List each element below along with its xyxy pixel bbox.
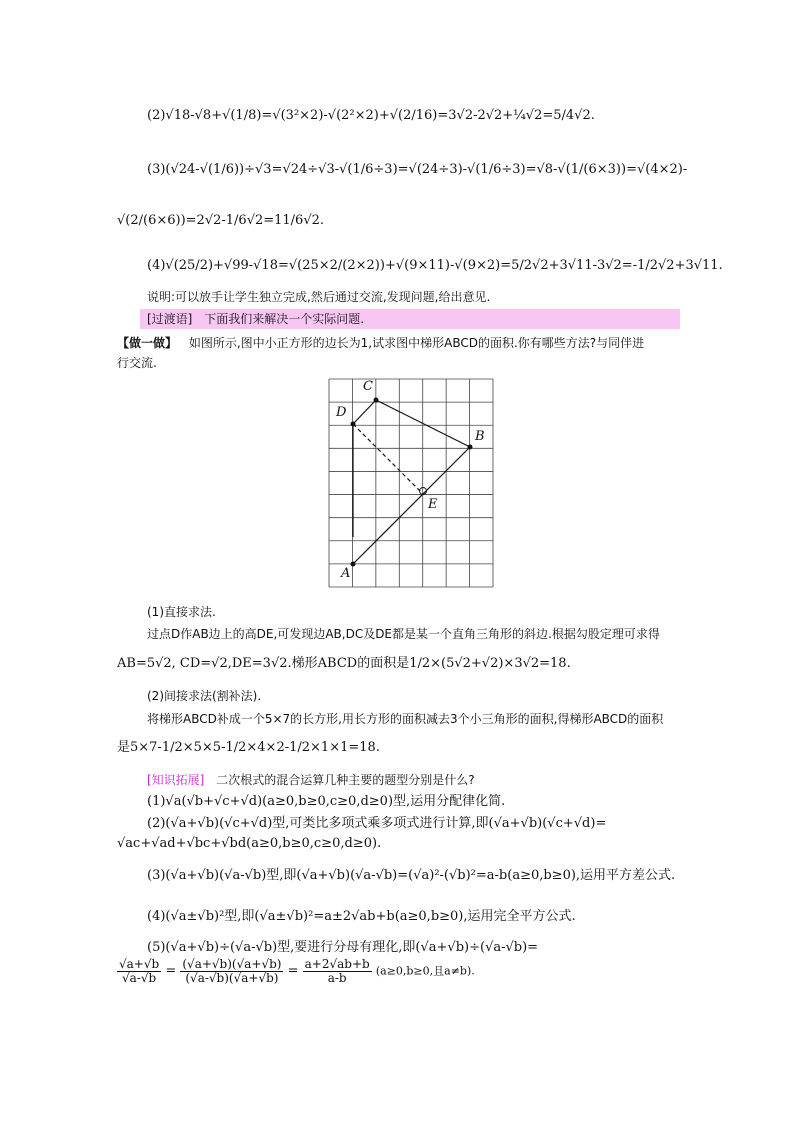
trapezoid-grid-figure	[327, 377, 495, 589]
fraction-lhs-denominator: √a-√b	[122, 971, 157, 985]
label-a: A	[341, 566, 351, 581]
transition-tag: [过渡语]	[147, 312, 193, 326]
fraction-rhs-denominator: a-b	[327, 971, 347, 985]
try-row	[117, 335, 644, 351]
calc-line-3-cont: √(2/(6×6))=2√2-1/6√2=11/6√2.	[117, 213, 325, 228]
point-d	[351, 422, 356, 427]
fraction-rhs	[303, 958, 372, 985]
method-1-result: AB=5√2, CD=√2,DE=3√2.梯形ABCD的面积是1/2×(5√2+√2)×3√2=18.	[117, 656, 571, 671]
fraction-rhs-numerator: a+2√ab+b	[304, 957, 370, 971]
extension-item-2a: (2)(√a+√b)(√c+√d)型,可类比多项式乘多项式进行计算,即(√a+√b)(√c+√d)=	[147, 816, 607, 831]
transition-text: 下面我们来解决一个实际问题.	[204, 312, 365, 326]
point-a	[351, 562, 356, 567]
grid-svg	[327, 377, 495, 589]
try-tag: 【做一做】	[117, 336, 178, 350]
method-2-result: 是5×7-1/2×5×5-1/2×4×2-1/2×1×1=18.	[117, 740, 380, 755]
method-1-text: 过点D作AB边上的高DE,可发现边AB,DC及DE都是某一个直角三角形的斜边.根据勾股定理可求得	[147, 627, 660, 641]
label-d: D	[336, 405, 347, 420]
fraction-lhs-numerator: √a+√b	[119, 957, 160, 971]
extension-item-5a: (5)(√a+√b)÷(√a-√b)型,要进行分母有理化,即(√a+√b)÷(√a-√b)=	[147, 940, 539, 955]
try-text-1: 如图所示,图中小正方形的边长为1,试求图中梯形ABCD的面积.你有哪些方法?与同伴进	[188, 336, 645, 350]
extension-row	[147, 772, 475, 788]
extension-item-2b: √ac+√ad+√bc+√bd(a≥0,b≥0,c≥0,d≥0).	[117, 836, 382, 851]
try-text-2: 行交流.	[117, 356, 157, 370]
fraction-lhs	[117, 958, 161, 985]
fraction-mid-denominator: (√a-√b)(√a+√b)	[185, 971, 279, 985]
segment-de	[353, 424, 423, 494]
calc-line-4: (4)√(25/2)+√99-√18=√(25×2/(2×2))+√(9×11)-√(9×2)=5/2√2+3√11-3√2=-1/2√2+3√11.	[147, 258, 723, 273]
fraction-mid-numerator: (√a+√b)(√a+√b)	[182, 957, 282, 971]
extension-item-4: (4)(√a±√b)²型,即(√a±√b)²=a±2√ab+b(a≥0,b≥0),运用完全平方公式.	[147, 909, 576, 924]
extension-item-3: (3)(√a+√b)(√a-√b)型,即(√a+√b)(√a-√b)=(√a)²-(√b)²=a-b(a≥0,b≥0),运用平方差公式.	[147, 868, 676, 883]
segment-ab	[353, 447, 470, 564]
extension-item-5b: $\frac{√a+√b}{√a-√b}$ = $\frac{(√a+√b)(√a+√b)}{(√a-√b)(√a+√b)}$ = $\frac{a+2√ab+b}{a-b}$ (a≥0,b≥0,且a≠b).	[119, 957, 475, 985]
extension-tag: [知识拓展]	[147, 773, 205, 787]
label-b: B	[475, 429, 485, 444]
calc-line-3: (3)(√24-√(1/6))÷√3=√24÷√3-√(1/6÷3)=√(24÷3)-√(1/6÷3)=√8-√(1/(6×3))=√(4×2)-	[147, 162, 688, 177]
point-c	[374, 398, 379, 403]
point-b	[468, 445, 473, 450]
extension-item-1: (1)√a(√b+√c+√d)(a≥0,b≥0,c≥0,d≥0)型,运用分配律化简.	[147, 794, 506, 809]
method-1-title: (1)直接求法.	[147, 605, 216, 619]
calc-line-2: (2)√18-√8+√(1/8)=√(3²×2)-√(2²×2)+√(2/16)=3√2-2√2+¼√2=5/4√2.	[147, 108, 595, 123]
fraction-mid	[180, 958, 283, 985]
note-text: 说明:可以放手让学生独立完成,然后通过交流,发现问题,给出意见.	[147, 290, 491, 304]
label-c: C	[363, 379, 373, 394]
segment-cd	[353, 400, 376, 424]
label-e: E	[428, 497, 438, 512]
fraction-tail: (a≥0,b≥0,且a≠b).	[375, 964, 475, 978]
extension-text: 二次根式的混合运算几种主要的题型分别是什么?	[216, 773, 475, 787]
method-2-title: (2)间接求法(割补法).	[147, 689, 262, 703]
method-2-text: 将梯形ABCD补成一个5×7的长方形,用长方形的面积减去3个小三角形的面积,得梯形ABCD的面积	[147, 712, 664, 726]
transition-row	[147, 311, 364, 327]
